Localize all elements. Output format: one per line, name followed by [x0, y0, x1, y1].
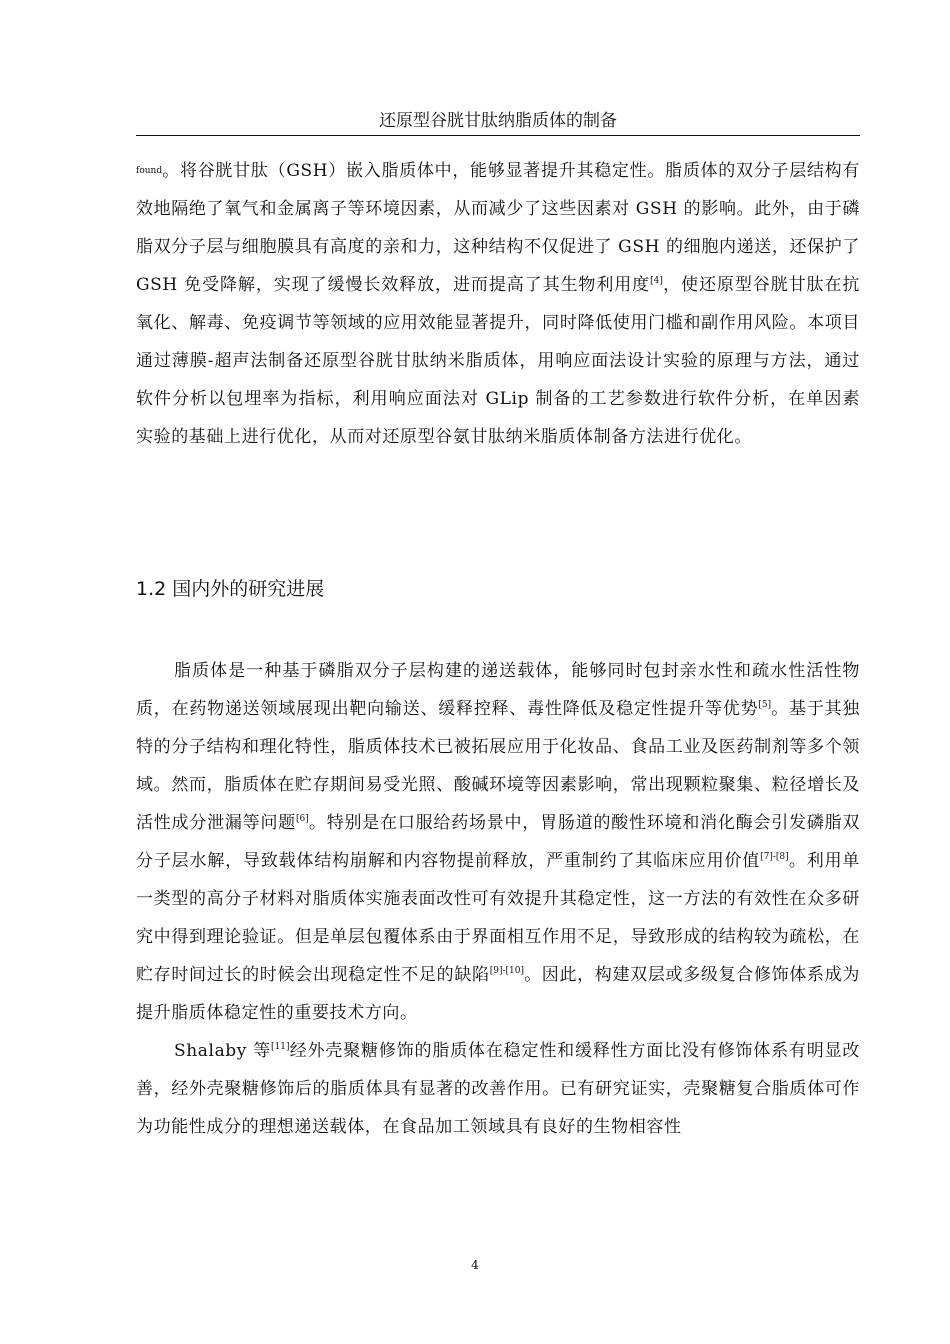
citation-11: [11]: [271, 1042, 290, 1052]
fragment-found: found: [136, 166, 163, 176]
paragraph-text: 。利用单一类型的高分子材料对脂质体实施表面改性可有效提升其稳定性，这一方法的有效性在众多研究中得到理论验证。但是单层包覆体系由于界面相互作用不足，导致形成的结构较为疏松，在贮存时间过长的时候会出现稳定性不足的缺陷: [136, 851, 860, 985]
paragraph-text: Shalaby 等: [174, 1041, 272, 1061]
paragraph-intro-continued: [136, 152, 860, 456]
paragraph-research-progress: [136, 652, 860, 1146]
citation-6: [6]: [296, 814, 309, 824]
page-number: 4: [471, 1258, 479, 1272]
citation-5: [5]: [758, 700, 772, 710]
paragraph-text: 经外壳聚糖修饰的脂质体在稳定性和缓释性方面比没有修饰体系有明显改善，经外壳聚糖修饰后的脂质体具有显著的改善作用。已有研究证实，壳聚糖复合脂质体可作为功能性成分的理想递送载体，在食品加工领域具有良好的生物相容性: [136, 1041, 860, 1137]
paragraph-text: 。特别是在口服给药场景中，胃肠道的酸性环境和消化酶会引发磷脂双分子层水解，导致载体结构崩解和内容物提前释放，严重制约了其临床应用价值: [136, 813, 860, 871]
paragraph-text: ，使还原型谷胱甘肽在抗氧化、解毒、免疫调节等领域的应用效能显著提升，同时降低使用门槛和副作用风险。本项目通过薄膜-超声法制备还原型谷胱甘肽纳米脂质体，用响应面法设计实验的原理与方法，通过软件分析以包埋率为指标，利用响应面法对 GLip 制备的工艺参数进行软件分析，在单因素实验的基础上进行优化，从而对还原型谷氨甘肽纳米脂质体制备方法进行优化。: [136, 275, 860, 447]
paragraph-text: 。将谷胱甘肽（GSH）嵌入脂质体中，能够显著提升其稳定性。脂质体的双分子层结构有效地隔绝了氧气和金属离子等环境因素，从而减少了这些因素对 GSH 的影响。此外，由于磷脂双分子层与细胞膜具有高度的亲和力，这种结构不仅促进了 GSH 的细胞内递送，还保护了 GSH 免受降解，实现了缓慢长效释放，进而提高了其生物利用度: [136, 161, 860, 295]
header-rule: [136, 135, 860, 136]
running-header: 还原型谷胱甘肽纳脂质体的制备: [379, 111, 617, 131]
citation-4: [4]: [650, 276, 663, 286]
paragraph-text: 。因此，构建双层或多级复合修饰体系成为提升脂质体稳定性的重要技术方向。: [136, 965, 861, 1023]
section-heading: 1.2 国内外的研究进展: [136, 578, 325, 600]
paragraph-text: 。基于其独特的分子结构和理化特性，脂质体技术已被拓展应用于化妆品、食品工业及医药制剂等多个领域。然而，脂质体在贮存期间易受光照、酸碱环境等因素影响，常出现颗粒聚集、粒径增长及活性成分泄漏等问题: [136, 699, 860, 833]
citation-7-8: [7]-[8]: [760, 852, 789, 862]
citation-9-10: [9]-[10]: [489, 966, 524, 976]
paragraph-text: 脂质体是一种基于磷脂双分子层构建的递送载体，能够同时包封亲水性和疏水性活性物质，在药物递送领域展现出靶向输送、缓释控释、毒性降低及稳定性提升等优势: [136, 661, 860, 719]
